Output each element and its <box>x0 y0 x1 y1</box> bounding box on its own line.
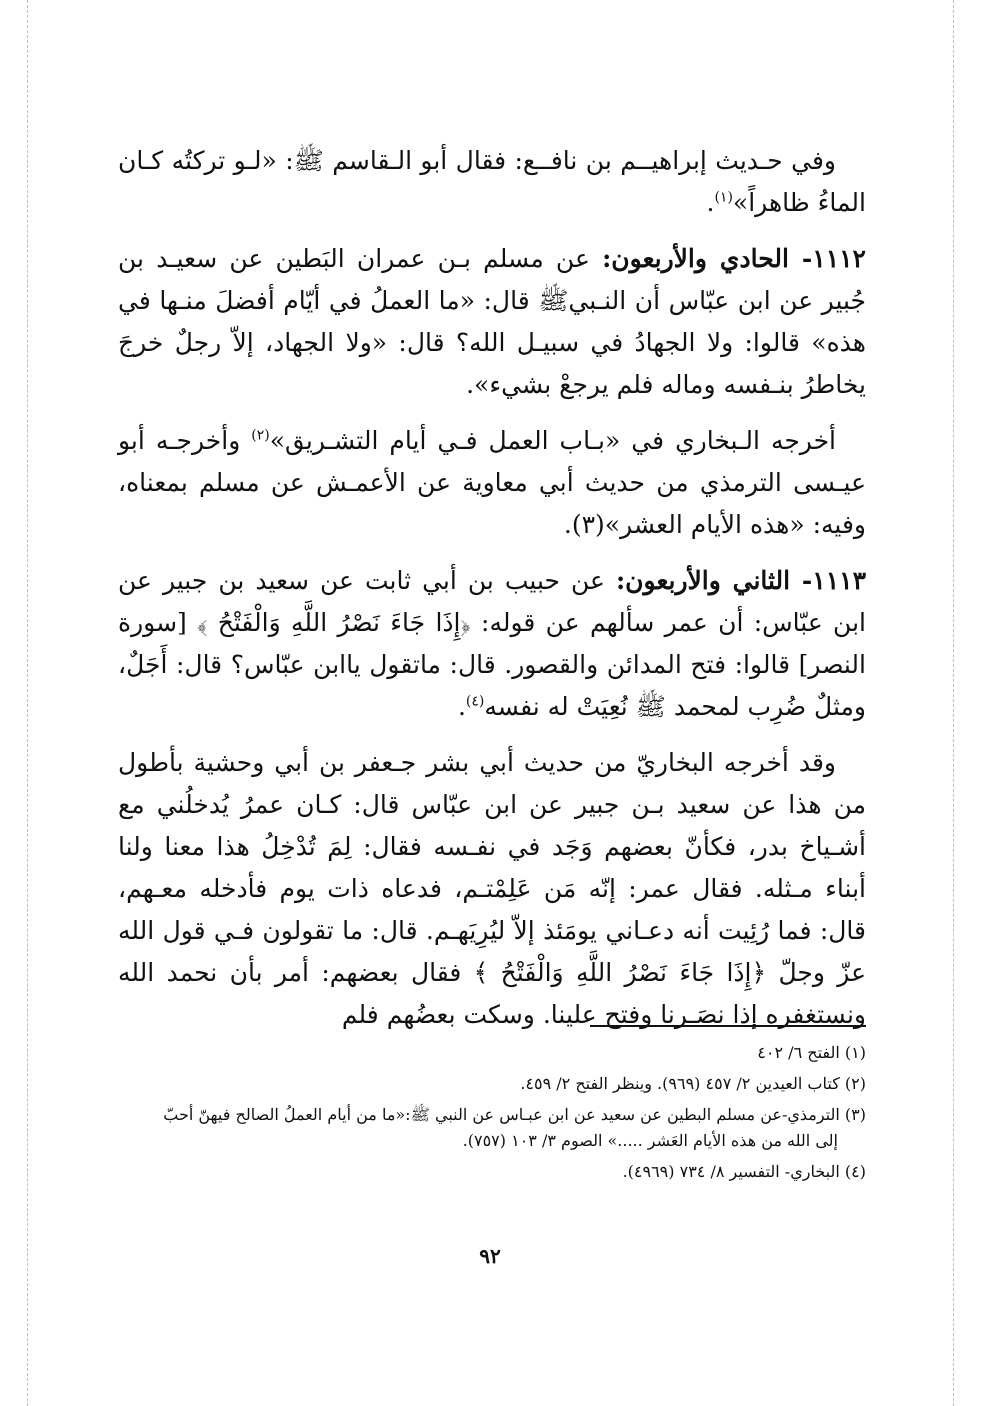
footnote-number: (٣) <box>844 1105 866 1124</box>
paragraph-text: وقد أخرجه البخاريّ من حديث أبي بشر جـعفر بن أبي وحشية بأطول من هذا عن سعيد بـن جبير عن ابن عبّاس قال: كـان عمرُ يُدخلُني مع أشـياخ بدر، فكأنّ بعضهم وَجَد في نفـسه فقال: لِمَ تُدْخِلُ هذا معنا ولنا أبناء مـثله. فقال عمر: إنّه مَن عَلِمْتـم، فدعاه ذات يوم فأدخله معـهم، قال: فما رُئِيت أنه دعـاني يومَئذ إلاّ ليُرِيَهـم. قال: ما تقولون فـي قول الله عزّ وجلّ ﴿إِذَا جَاءَ نَصْرُ اللَّهِ وَالْفَتْحُ ﴾ فقال بعضهم: أمر بأن نحمد الله ونستغفره إذا نصَـرنا وفتح علينا. وسكت بعضُهم فلم <box>118 748 866 1029</box>
footnote-text: الترمذي-عن مسلم البطين عن سعيد عن ابن عبـاس عن النبي ﷺ:«ما من أيام العملُ الصالح فيهنّ أحبّ <box>163 1105 840 1124</box>
paragraph-3 <box>118 420 866 546</box>
footnote-ref-2[interactable]: (٢) <box>251 427 270 444</box>
footnote-ref-4[interactable]: (٤) <box>465 693 485 710</box>
paragraph-tail: . <box>706 188 715 217</box>
main-text <box>118 140 866 1050</box>
page-number: ٩٢ <box>479 1244 501 1268</box>
scan-edge-right <box>953 0 954 1406</box>
paragraph-text: أخرجه الـبخاري في «بـاب العمل فـي أيام التشـريق» <box>269 426 836 455</box>
footnote-text: البخاري- التفسير ٨/ ٧٣٤ (٤٩٦٩). <box>622 1162 840 1181</box>
footnote-continuation: إلى الله من هذه الأيام العَشر .....» الصوم ٣/ ١٠٣ (٧٥٧). <box>462 1131 838 1150</box>
paragraph-1 <box>118 140 866 224</box>
footnote-ref-1[interactable]: (١) <box>714 189 733 206</box>
footnote-separator <box>590 1025 866 1027</box>
paragraph-text: عن حبيب بن أبي ثابت عن سعيد بن جبير عن ابن عبّاس: أن عمر سألهم عن قوله: ﴿إِذَا جَاءَ نَصْرُ اللَّهِ وَالْفَتْحُ ﴾ [سورة النصر] قالوا: فتح المدائن والقصور. قال: ماتقول ياابن عبّاس؟ قال: أَجَلٌ، ومثلٌ ضُرِب لمحمد ﷺ نُعِيَتْ له نفسه <box>118 566 866 721</box>
footnote-1 <box>118 1040 866 1066</box>
paragraph-tail: وأخرجـه أبو عيـسى الترمذي من حديث أبي معاوية عن الأعمـش عن مسلم بمعناه، وفيه: «هذه الأيام العشر»(٣). <box>118 426 866 539</box>
footnote-text: الفتح ٦/ ٤٠٢ <box>757 1043 840 1062</box>
hadith-heading-1113: ١١١٣- الثاني والأربعون: <box>615 566 866 595</box>
footnote-number: (١) <box>844 1043 866 1062</box>
paragraph-text: وفي حـديث إبراهيــم بن نافــع: فقال أبو الـقاسم ﷺ: «لـو تركتُه كـان الماءُ ظاهراً» <box>118 146 866 217</box>
footnote-number: (٤) <box>844 1162 866 1181</box>
paragraph-5 <box>118 742 866 1036</box>
paragraph-hadith-1113 <box>118 560 866 728</box>
footnote-number: (٢) <box>844 1074 866 1093</box>
paragraph-hadith-1112 <box>118 238 866 406</box>
scan-edge-left <box>27 0 28 1406</box>
footnote-text: كتاب العيدين ٢/ ٤٥٧ (٩٦٩). وينظر الفتح ٢/ ٤٥٩. <box>520 1074 840 1093</box>
footnote-4 <box>118 1159 866 1185</box>
paragraph-tail: . <box>457 692 466 721</box>
footnote-2 <box>118 1071 866 1097</box>
footnotes <box>118 1040 866 1190</box>
footnote-3 <box>118 1102 866 1154</box>
hadith-heading-1112: ١١١٢- الحادي والأربعون: <box>602 244 866 273</box>
paragraph-text: عن مسلم بـن عمران البَطين عن سعيـد بن جُبير عن ابن عبّاس أن النـبيﷺ قال: «ما العملُ في أيّام أفضلَ منـها في هذه» قالوا: ولا الجهادُ في سبيـل الله؟ قال: «ولا الجهاد، إلاّ رجلٌ خرجَ يخاطرُ بنـفسه وماله فلم يرجعْ بشيء». <box>118 244 866 399</box>
